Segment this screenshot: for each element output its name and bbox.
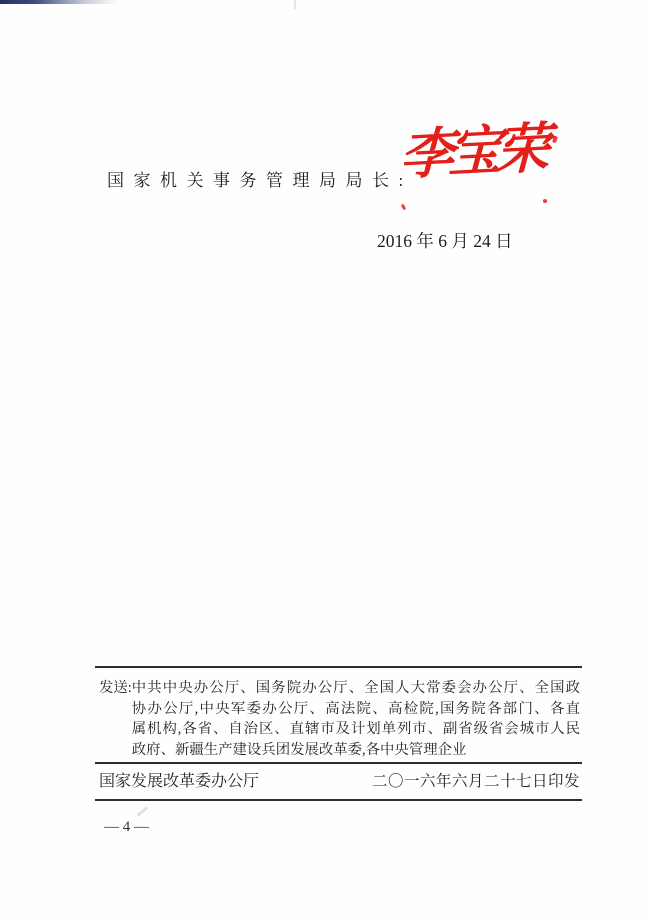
distribution-line: 协办公厅,中央军委办公厅、高法院、高检院,国务院各部门、各直 [131,700,580,717]
distribution-line: 政府、新疆生产建设兵团发展改革委,各中央管理企业 [131,741,467,758]
scan-artifact-top-edge [0,0,140,4]
ink-speck [552,136,558,144]
distribution-block [95,666,582,801]
separator-rule-bottom [95,799,582,801]
ink-speck [401,204,406,211]
distribution-list [95,668,582,762]
scan-artifact-vertical-mark [294,0,296,9]
distribution-line: 中共中央办公厅、国务院办公厅、全国人大常委会办公厅、全国政 [131,680,580,696]
scan-smudge [136,806,148,816]
ink-speck [543,199,547,203]
distribution-line: 属机构,各省、自治区、直辖市及计划单列市、副省级省会城市人民 [131,721,580,737]
print-date: 二〇一六年六月二十七日印发 [371,773,580,790]
handwritten-signature: 李宝荣 [399,118,545,187]
issuance-row [95,764,582,799]
page-number: — 4 — [104,819,149,835]
signer-title-label: 国家机关事务管理局局长: [107,171,413,190]
distribution-lines [132,678,580,760]
distribution-label: 发送: [99,680,132,696]
issuer-name: 国家发展改革委办公厅 [99,773,260,790]
signature-date: 2016 年 6 月 24 日 [377,231,513,251]
